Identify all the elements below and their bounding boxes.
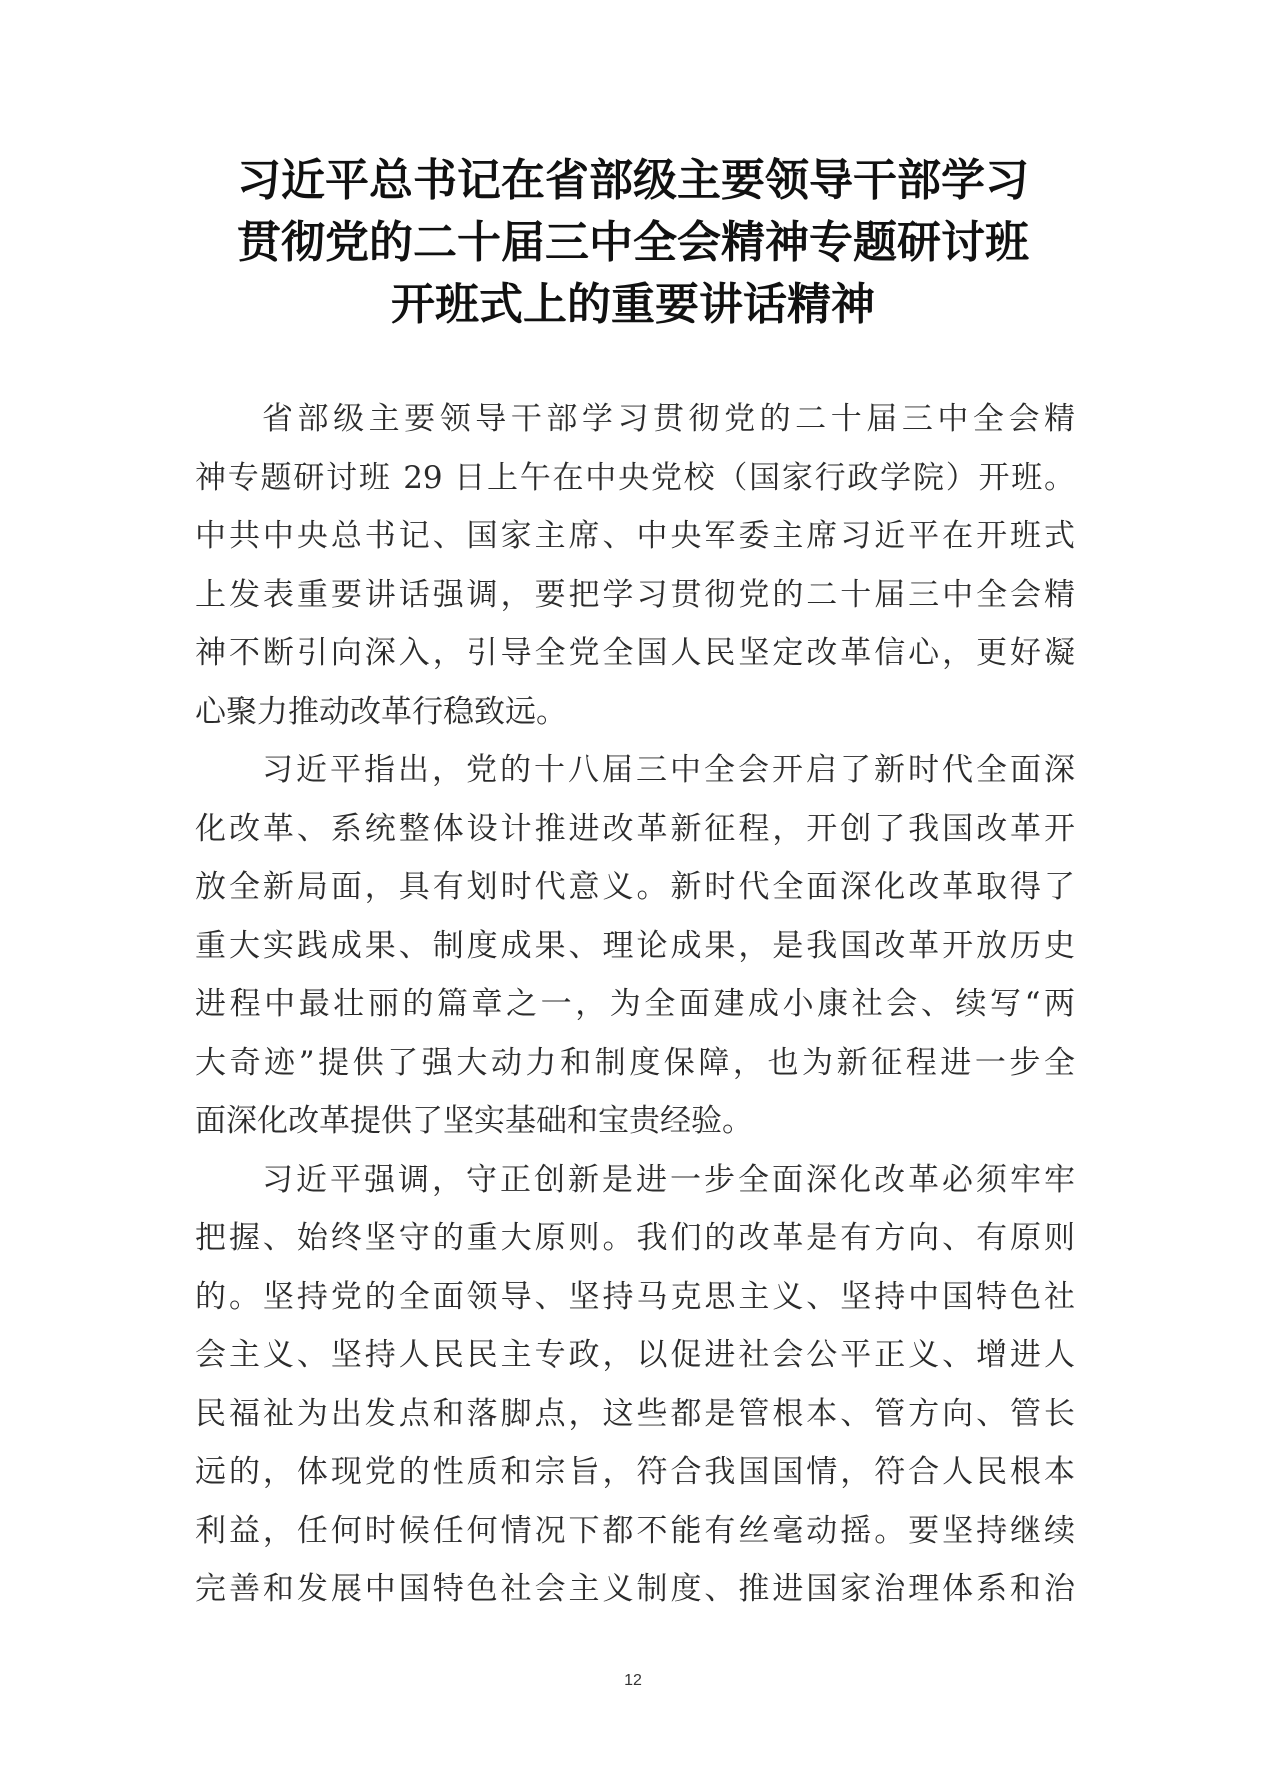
text-line: 会主义、坚持人民民主专政，以促进社会公平正义、增进人 [195,1337,1075,1373]
text-line: 利益，任何时候任何情况下都不能有丝毫动摇。要坚持继续 [195,1512,1075,1549]
title-line: 习近平总书记在省部级主要领导干部学习 [237,155,1029,206]
title-line: 开班式上的重要讲话精神 [391,279,875,330]
document-title [150,150,1116,336]
title-line: 贯彻党的二十届三中全会精神专题研讨班 [237,217,1029,268]
text-line: 省部级主要领导干部学习贯彻党的二十届三中全会精 [262,401,1075,437]
paragraph-3 [195,1151,1075,1619]
text-line: 放全新局面，具有划时代意义。新时代全面深化改革取得了 [195,869,1075,905]
text-line: 神不断引向深入，引导全党全国人民坚定改革信心，更好凝 [195,635,1075,671]
text-line: 化改革、系统整体设计推进改革新征程，开创了我国改革开 [195,810,1075,847]
paragraph-1 [195,390,1075,741]
text-line: 面深化改革提供了坚实基础和宝贵经验。 [195,1103,753,1139]
text-line: 远的，体现党的性质和宗旨，符合我国国情，符合人民根本 [195,1454,1075,1490]
text-line: 进程中最壮丽的篇章之一，为全面建成小康社会、续写“两 [195,986,1075,1022]
paragraph-2 [195,741,1075,1151]
text-line: 大奇迹”提供了强大动力和制度保障，也为新征程进一步全 [195,1044,1075,1081]
text-line: 心聚力推动改革行稳致远。 [195,693,567,730]
text-line: 上发表重要讲话强调，要把学习贯彻党的二十届三中全会精 [195,576,1075,613]
text-line: 民福祉为出发点和落脚点，这些都是管根本、管方向、管长 [195,1395,1075,1432]
document-body [195,390,1075,1619]
text-line: 重大实践成果、制度成果、理论成果，是我国改革开放历史 [195,927,1075,964]
text-line: 神专题研讨班 29 日上午在中央党校（国家行政学院）开班。 [195,459,1075,496]
text-line: 完善和发展中国特色社会主义制度、推进国家治理体系和治 [195,1571,1075,1607]
text-line: 习近平指出，党的十八届三中全会开启了新时代全面深 [262,752,1075,788]
text-line: 习近平强调，守正创新是进一步全面深化改革必须牢牢 [262,1161,1075,1198]
page-number: 12 [624,1672,642,1689]
text-line: 把握、始终坚守的重大原则。我们的改革是有方向、有原则 [195,1220,1075,1256]
text-line: 中共中央总书记、国家主席、中央军委主席习近平在开班式 [195,518,1075,554]
text-line: 的。坚持党的全面领导、坚持马克思主义、坚持中国特色社 [195,1278,1075,1315]
